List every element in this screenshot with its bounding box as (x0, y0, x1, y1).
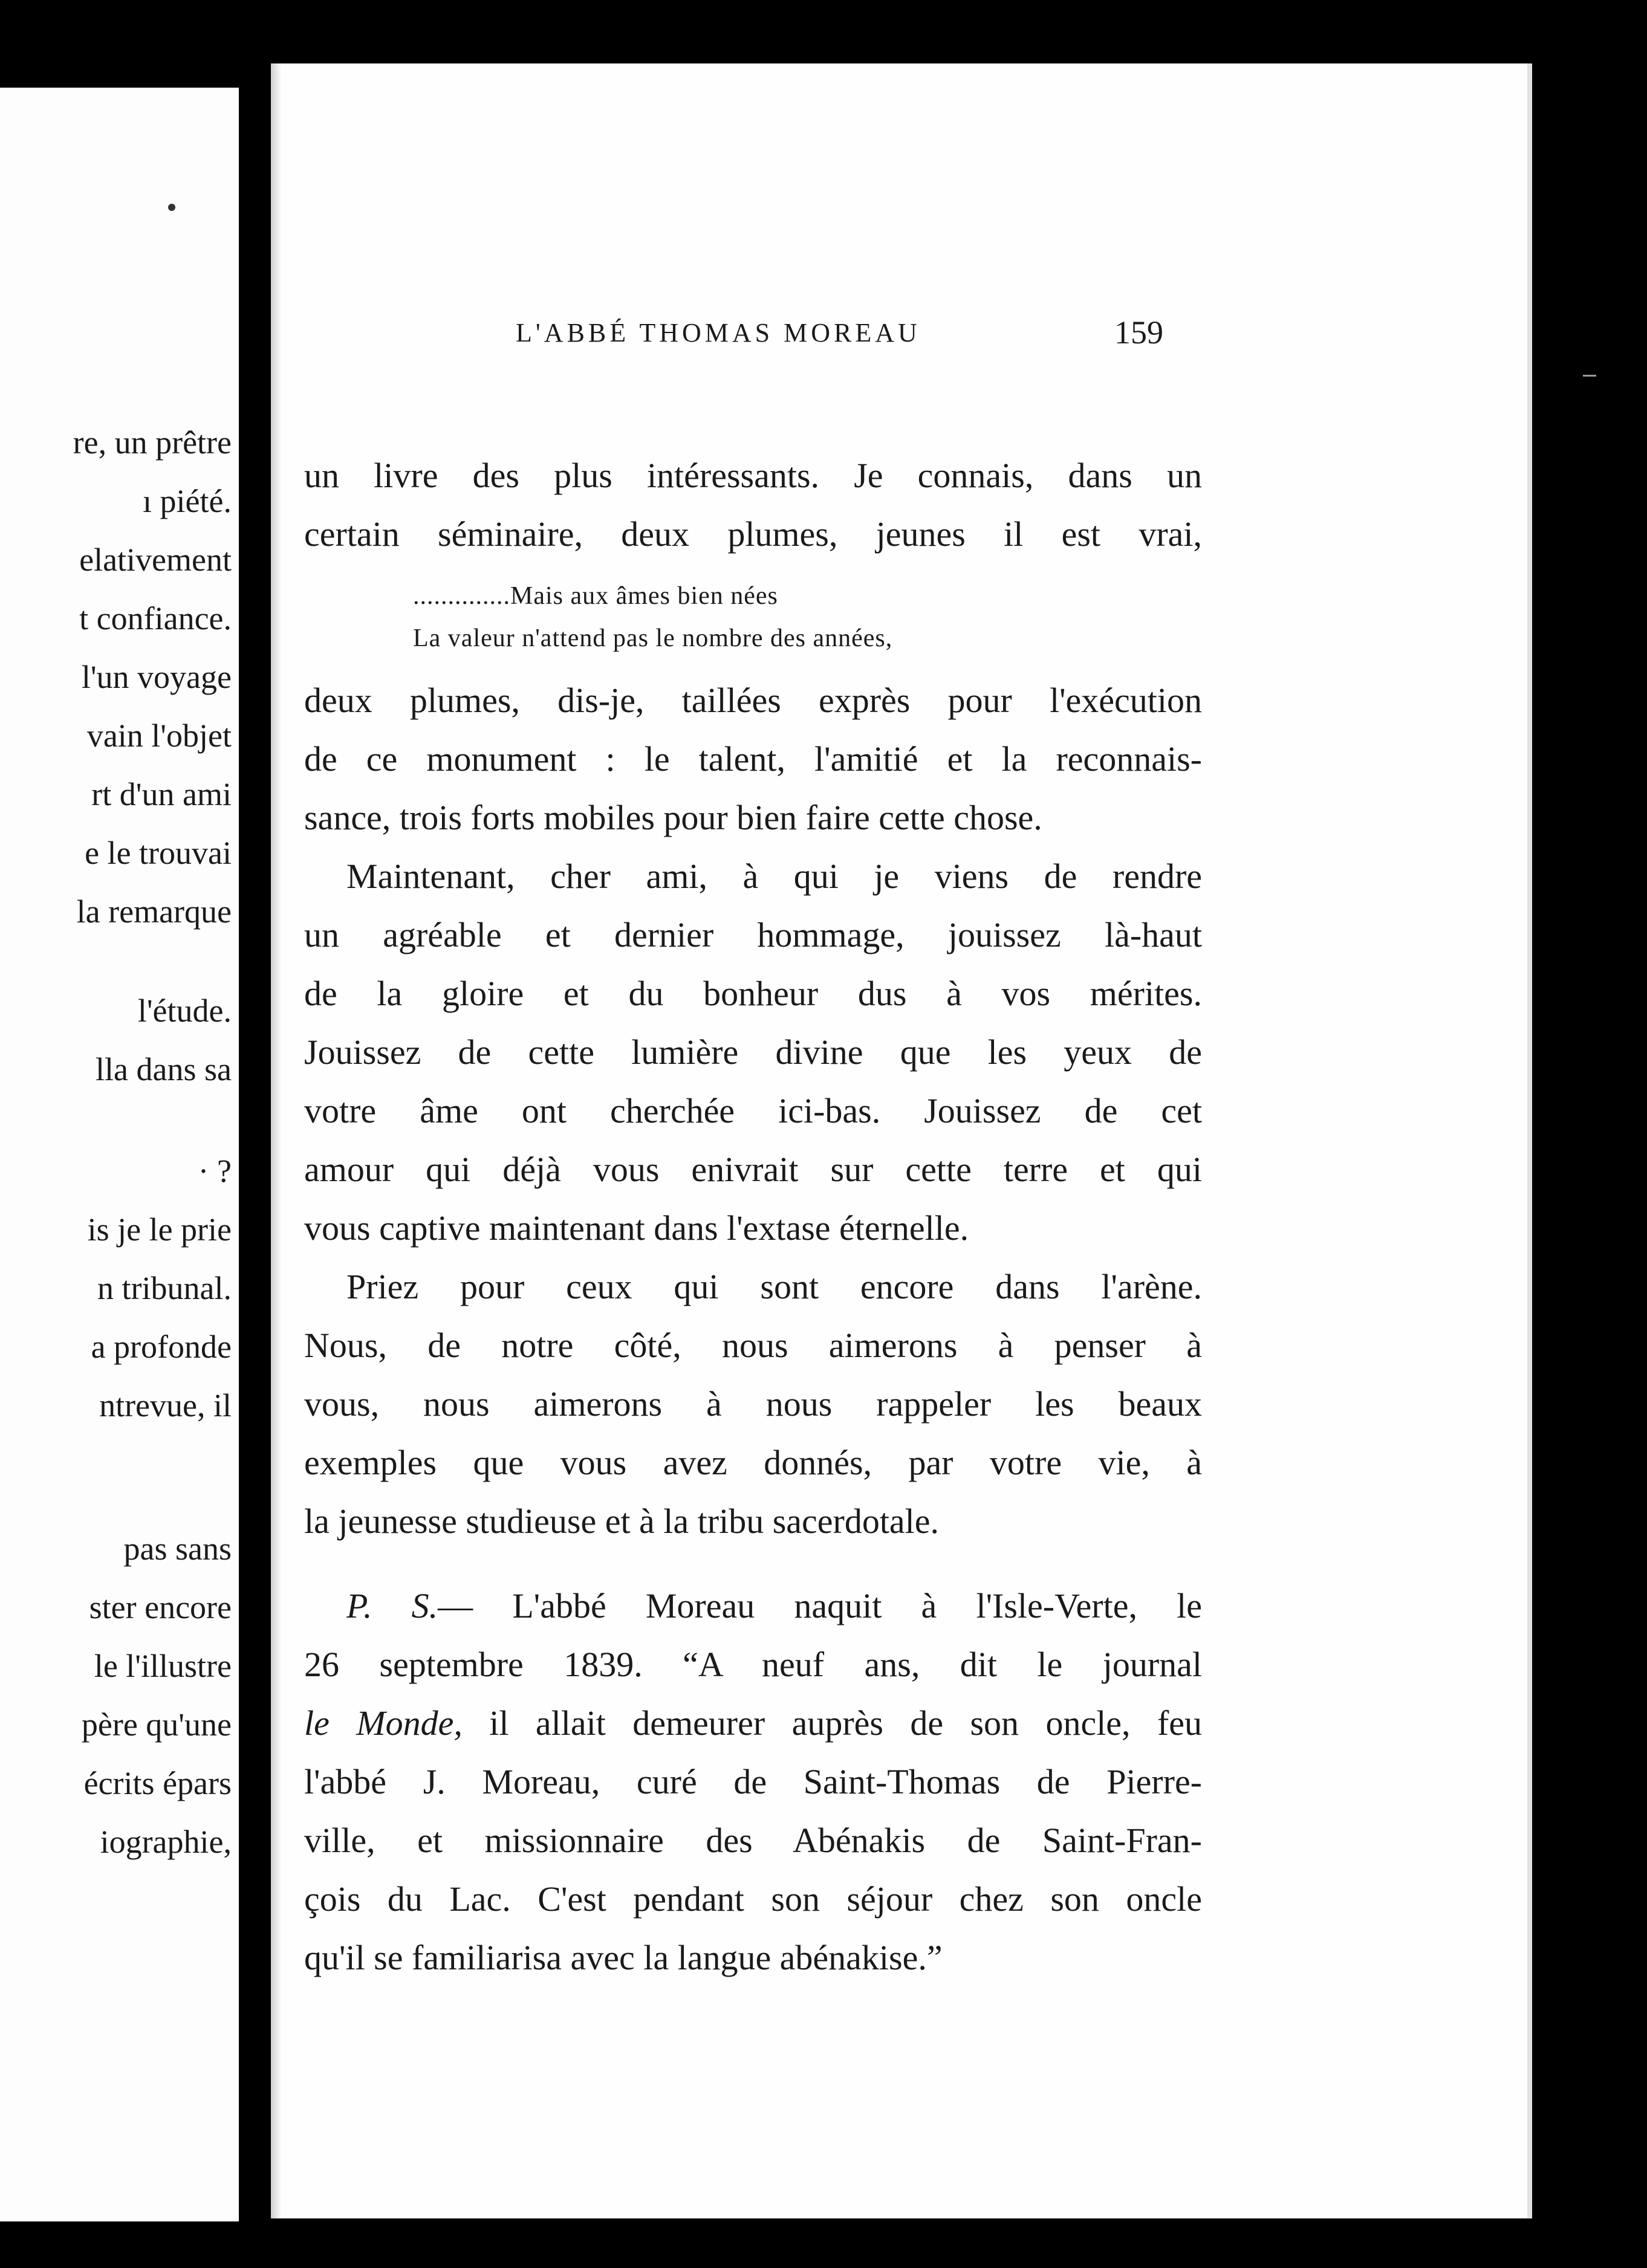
text-line: Jouissez de cette lumière divine que les yeux de (304, 1032, 1202, 1072)
left-line: père qu'une (81, 1706, 232, 1743)
text-line: Nous, de notre côté, nous aimerons à penser à (304, 1326, 1202, 1365)
right-page (271, 63, 1532, 2218)
verse-line: La valeur n'attend pas le nombre des années, (413, 624, 893, 652)
text-line: certain séminaire, deux plumes, jeunes il est vrai, (304, 514, 1202, 554)
left-line: l'un voyage (81, 659, 232, 695)
left-line: is je le prie (87, 1211, 232, 1248)
text-line: un livre des plus intéressants. Je connais, dans un (304, 456, 1202, 495)
ps-text: il allait demeurer auprès de son oncle, feu (489, 1703, 1203, 1743)
journal-name: le Monde, (304, 1703, 463, 1743)
text-line: deux plumes, dis-je, taillées exprès pour l'exécution (304, 681, 1202, 720)
left-line: le l'illustre (94, 1648, 232, 1684)
left-line: pas sans (123, 1531, 232, 1567)
text-line: la jeunesse studieuse et à la tribu sacerdotale. (304, 1502, 940, 1541)
left-line: la remarque (76, 893, 232, 930)
ps-label: P. S. (346, 1586, 438, 1625)
text-line: Priez pour ceux qui sont encore dans l'arène. (346, 1267, 1202, 1306)
text-line: l'abbé J. Moreau, curé de Saint-Thomas de Pierre- (304, 1762, 1202, 1801)
text-line: qu'il se familiarisa avec la langue abénakise.” (304, 1938, 943, 1977)
left-line: n tribunal. (97, 1270, 232, 1306)
ps-text: — L'abbé Moreau naquit à l'Isle-Verte, le (438, 1586, 1203, 1625)
page-number: 159 (1114, 314, 1163, 351)
text-line: exemples que vous avez donnés, par votre vie, à (304, 1443, 1202, 1482)
left-line: t confiance. (79, 600, 232, 637)
text-line: ville, et missionnaire des Abénakis de Saint-Fran- (304, 1821, 1202, 1860)
left-line: e le trouvai (85, 835, 232, 871)
ink-dot (168, 204, 175, 211)
left-line: l'étude. (137, 993, 232, 1029)
book-gutter (239, 88, 272, 2221)
text-line: Maintenant, cher ami, à qui je viens de rendre (346, 857, 1202, 896)
page-edge-shadow (271, 63, 282, 2218)
left-line: a profonde (91, 1329, 232, 1365)
left-line: lla dans sa (96, 1051, 232, 1087)
text-line (304, 1703, 1203, 1743)
text-line: sance, trois forts mobiles pour bien faire cette chose. (304, 798, 1042, 837)
text-line: amour qui déjà vous enivrait sur cette terre et qui (304, 1150, 1202, 1189)
text-line: vous, nous aimerons à nous rappeler les beaux (304, 1384, 1202, 1424)
left-line: re, un prêtre (73, 424, 232, 461)
margin-mark (1583, 375, 1596, 377)
page-header (271, 314, 1193, 354)
running-title: L'ABBÉ THOMAS MOREAU (516, 318, 921, 348)
text-line: de ce monument : le talent, l'amitié et la reconnais- (304, 739, 1202, 779)
text-line: votre âme ont cherchée ici-bas. Jouissez de cet (304, 1091, 1202, 1130)
left-line: ntrevue, il (99, 1387, 232, 1424)
left-line: iographie, (100, 1824, 232, 1860)
text-line: çois du Lac. C'est pendant son séjour chez son oncle (304, 1879, 1202, 1919)
left-line: écrits épars (83, 1765, 232, 1801)
left-line: elativement (79, 542, 232, 578)
left-line: ster encore (89, 1589, 232, 1625)
verse-line: ..............Mais aux âmes bien nées (413, 582, 778, 610)
ps-line (304, 1586, 1203, 1625)
left-page-fragment (0, 88, 239, 2221)
text-line: vous captive maintenant dans l'extase éternelle. (304, 1208, 969, 1248)
text-line: de la gloire et du bonheur dus à vos mérites. (304, 974, 1202, 1013)
left-line: ı piété. (143, 483, 232, 519)
left-line: rt d'un ami (91, 776, 232, 812)
text-line: 26 septembre 1839. “A neuf ans, dit le journal (304, 1645, 1202, 1684)
left-line: · ? (198, 1153, 232, 1189)
left-line: vain l'objet (86, 718, 232, 754)
text-line: un agréable et dernier hommage, jouissez là-haut (304, 915, 1202, 954)
